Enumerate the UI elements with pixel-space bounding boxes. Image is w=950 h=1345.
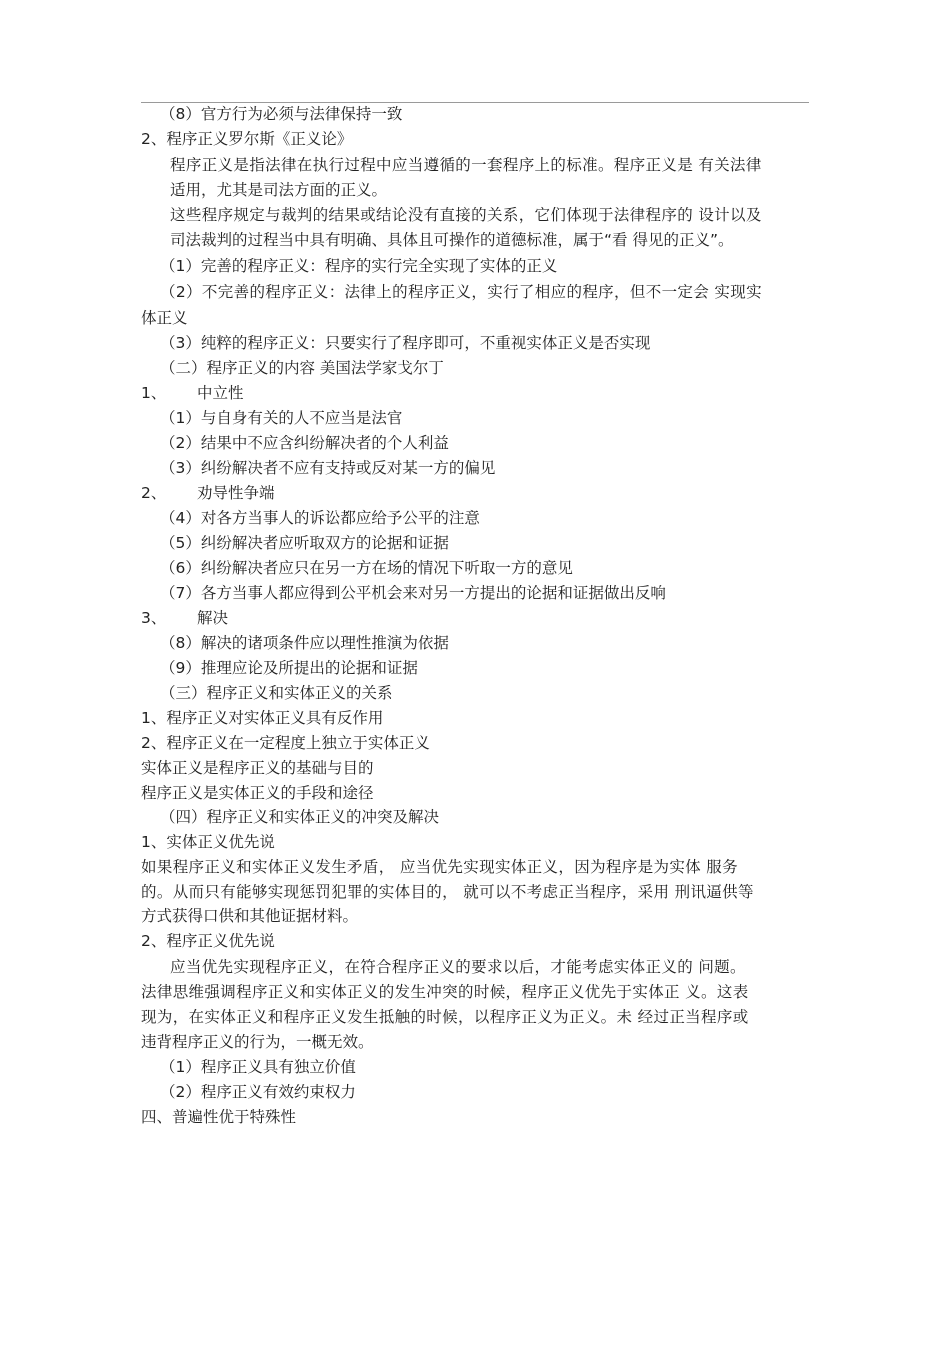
subsection-heading: （二）程序正义的内容 美国法学家戈尔丁 (160, 359, 444, 377)
section-heading: 四、普遍性优于特殊性 (141, 1108, 297, 1126)
section-heading: 2、程序正义罗尔斯《正义论》 (141, 130, 353, 148)
list-item: （8）解决的诸项条件应以理性推演为依据 (160, 634, 449, 652)
paragraph-line: 司法裁判的过程当中具有明确、具体且可操作的道德标准，属于“看 得见的正义”。 (170, 231, 734, 249)
paragraph-line: 这些程序规定与裁判的结果或结论没有直接的关系，它们体现于法律程序的 设计以及 (170, 206, 762, 224)
paragraph-line: 如果程序正义和实体正义发生矛盾， 应当优先实现实体正义，因为程序是为实体 服务 (141, 858, 739, 876)
list-item: （2）结果中不应含纠纷解决者的个人利益 (160, 434, 449, 452)
paragraph-line: 实体正义是程序正义的基础与目的 (141, 759, 374, 777)
heading-number: 2、 (141, 484, 167, 502)
subsection-heading: （四）程序正义和实体正义的冲突及解决 (160, 808, 440, 826)
list-item: （4）对各方当事人的诉讼都应给予公平的注意 (160, 509, 480, 527)
subsection-heading: （三）程序正义和实体正义的关系 (160, 684, 393, 702)
paragraph-line: 方式获得口供和其他证据材料。 (141, 907, 359, 925)
paragraph-line: 适用，尤其是司法方面的正义。 (170, 181, 388, 199)
list-item: （1）完善的程序正义：程序的实行完全实现了实体的正义 (160, 257, 558, 275)
heading-number: 1、 (141, 384, 167, 402)
list-item: （3）纠纷解决者不应有支持或反对某一方的偏见 (160, 459, 496, 477)
list-item: （2）程序正义有效约束权力 (160, 1083, 356, 1101)
heading-text: 劝导性争端 (197, 484, 275, 502)
paragraph-line: 体正义 (141, 309, 188, 327)
list-item: （8）官方行为必须与法律保持一致 (160, 105, 403, 123)
paragraph-line: 2、程序正义优先说 (141, 932, 275, 950)
paragraph-line: 违背程序正义的行为，一概无效。 (141, 1033, 374, 1051)
paragraph-line: 1、程序正义对实体正义具有反作用 (141, 709, 384, 727)
numbered-heading (141, 383, 244, 403)
heading-text: 中立性 (197, 384, 244, 402)
numbered-heading (141, 608, 228, 628)
numbered-heading (141, 483, 275, 503)
paragraph-line: 现为，在实体正义和程序正义发生抵触的时候，以程序正义为正义。未 经过正当程序或 (141, 1008, 749, 1026)
paragraph-line: 法律思维强调程序正义和实体正义的发生冲突的时候，程序正义优先于实体正 义。这表 (141, 983, 749, 1001)
paragraph-line: 程序正义是实体正义的手段和途径 (141, 784, 374, 802)
paragraph-line: 的。从而只有能够实现惩罚犯罪的实体目的， 就可以不考虑正当程序，采用 刑讯逼供等 (141, 883, 754, 901)
list-item: （7）各方当事人都应得到公平机会来对另一方提出的论据和证据做出反响 (160, 584, 666, 602)
list-item: （6）纠纷解决者应只在另一方在场的情况下听取一方的意见 (160, 559, 573, 577)
list-item: （1）程序正义具有独立价值 (160, 1058, 356, 1076)
heading-text: 解决 (197, 609, 229, 627)
paragraph-line: 程序正义是指法律在执行过程中应当遵循的一套程序上的标准。程序正义是 有关法律 (170, 156, 762, 174)
paragraph-line: 应当优先实现程序正义，在符合程序正义的要求以后，才能考虑实体正义的 问题。 (170, 958, 746, 976)
list-item: （5）纠纷解决者应听取双方的论据和证据 (160, 534, 449, 552)
paragraph-line: 2、程序正义在一定程度上独立于实体正义 (141, 734, 430, 752)
list-item: （1）与自身有关的人不应当是法官 (160, 409, 403, 427)
paragraph-line: 1、实体正义优先说 (141, 833, 275, 851)
heading-number: 3、 (141, 609, 167, 627)
list-item: （3）纯粹的程序正义：只要实行了程序即可，不重视实体正义是否实现 (160, 334, 651, 352)
header-rule (141, 102, 809, 103)
list-item: （2）不完善的程序正义：法律上的程序正义，实行了相应的程序，但不一定会 实现实 (160, 283, 762, 301)
list-item: （9）推理应论及所提出的论据和证据 (160, 659, 418, 677)
